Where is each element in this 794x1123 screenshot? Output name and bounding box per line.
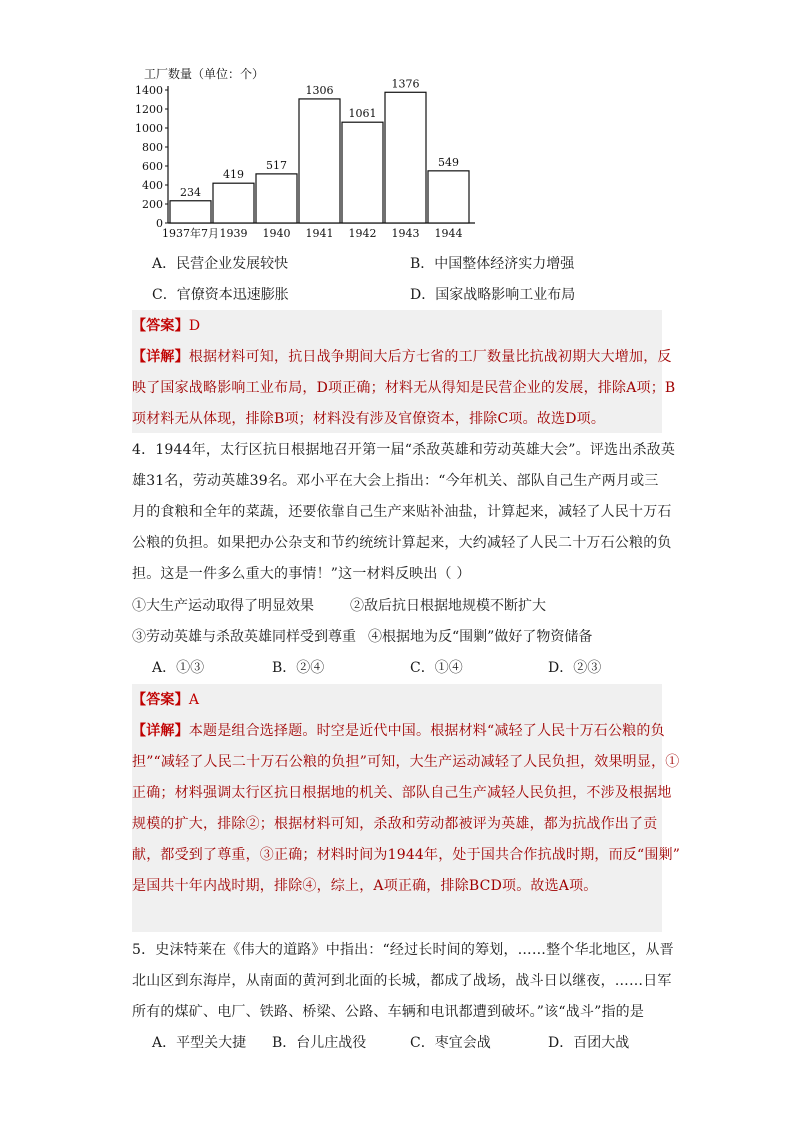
chart-data-label: 549 — [438, 155, 459, 169]
chart-x-tick-label: 1940 — [262, 227, 291, 240]
chart-data-label: 1061 — [348, 107, 377, 121]
chart-x-tick-label: 1939 — [219, 227, 248, 240]
chart-x-tick-label: 1943 — [391, 227, 420, 240]
chart-data-label: 1306 — [305, 83, 334, 97]
q4-statement-1: ①大生产运动取得了明显效果 — [132, 598, 314, 614]
answer-tag: 【答案】 — [132, 318, 189, 334]
chart-y-tick-label: 1400 — [135, 84, 163, 97]
chart-y-tick-label: 600 — [142, 160, 163, 173]
chart-bars — [162, 77, 469, 240]
q5-stem-line-2: 北山区到东海岸，从南面的黄河到北面的长城，都成了战场，战斗日以继夜，……日军 — [132, 973, 672, 989]
chart-data-label: 419 — [223, 168, 244, 182]
detail-text: 根据材料可知，抗日战争期间大后方七省的工厂数量比抗战初期大大增加，反 — [188, 349, 672, 365]
q4-statement-2: ②敌后抗日根据地规模不断扩大 — [350, 598, 546, 614]
q3-option-d[interactable]: D．国家战略影响工业布局 — [410, 287, 576, 303]
q4-stem-line-5: 担。这是一件多么重大的事情！”这一材料反映出（ ） — [132, 566, 471, 582]
detail-tag: 【详解】 — [132, 723, 189, 739]
q3-option-c[interactable]: C．官僚资本迅速膨胀 — [152, 287, 289, 303]
q4-detail-line-1 — [132, 721, 665, 741]
q4-stem-line-2: 雄31名，劳动英雄39名。邓小平在大会上指出：“今年机关、部队自己生产两月或三 — [132, 473, 659, 489]
chart-data-label: 517 — [266, 158, 287, 172]
q4-detail-line-4: 规模的扩大，排除②；根据材料可知，杀敌和劳动都被评为英雄，都为抗战作出了贡 — [132, 816, 658, 832]
chart-bar — [385, 92, 426, 223]
chart-bar — [428, 171, 469, 223]
detail-text: 本题是组合选择题。时空是近代中国。根据材料“减轻了人民十万石公粮的负 — [188, 723, 665, 739]
q3-detail-line-3: 项材料无从体现，排除B项；材料没有涉及官僚资本，排除C项。故选D项。 — [132, 411, 606, 427]
q3-option-b[interactable]: B．中国整体经济实力增强 — [410, 256, 575, 272]
answer-tag: 【答案】 — [132, 692, 189, 708]
chart-ylabel: 工厂数量（单位：个） — [144, 67, 265, 81]
q4-stem-line-3: 月的食粮和全年的菜蔬，还要依靠自己生产来贴补油盐，计算起来，减轻了人民十万石 — [132, 504, 672, 520]
chart-bar — [256, 174, 297, 223]
chart-x-tick-label: 1941 — [305, 227, 334, 240]
q4-statement-3: ③劳动英雄与杀敌英雄同样受到尊重 — [132, 629, 356, 645]
q5-option-b[interactable]: B．台儿庄战役 — [272, 1035, 367, 1051]
q3-detail-line-1 — [132, 347, 672, 367]
chart-bar — [299, 99, 340, 223]
q5-option-c[interactable]: C．枣宜会战 — [410, 1035, 491, 1051]
q4-detail-line-2: 担”“减轻了人民二十万石公粮的负担”可知，大生产运动减轻了人民负担，效果明显，① — [132, 754, 680, 770]
chart-x-tick-label: 1942 — [348, 227, 377, 240]
q4-option-d[interactable]: D．②③ — [548, 660, 602, 676]
chart-data-label: 234 — [180, 185, 201, 199]
factory-count-bar-chart — [128, 62, 488, 247]
q3-answer — [132, 316, 200, 336]
chart-x-tick-label: 1944 — [434, 227, 463, 240]
chart-bar — [342, 122, 383, 223]
chart-y-tick-label: 0 — [156, 217, 163, 230]
q5-stem-line-1: 5．史沫特莱在《伟大的道路》中指出：“经过长时间的筹划，……整个华北地区，从晋 — [132, 942, 674, 958]
chart-y-tick-label: 200 — [142, 198, 163, 211]
chart-bar — [170, 201, 211, 223]
chart-y-tick-label: 400 — [142, 179, 163, 192]
q4-detail-line-3: 正确；材料强调太行区抗日根据地的机关、部队自己生产减轻人民负担，不涉及根据地 — [132, 785, 672, 801]
answer-value: D — [188, 318, 201, 334]
q4-detail-line-5: 献，都受到了尊重，③正确；材料时间为1944年，处于国共合作抗战时期，而反“围剿” — [132, 847, 681, 863]
q5-option-a[interactable]: A．平型关大捷 — [152, 1035, 247, 1051]
chart-data-label: 1376 — [391, 77, 420, 91]
chart-y-tick-label: 1000 — [135, 122, 163, 135]
q4-stem-line-4: 公粮的负担。如果把办公杂支和节约统统计算起来，大约减轻了人民二十万石公粮的负 — [132, 535, 672, 551]
q5-option-d[interactable]: D．百团大战 — [548, 1035, 630, 1051]
detail-tag: 【详解】 — [132, 349, 189, 365]
answer-value: A — [188, 692, 200, 708]
q3-detail-line-2: 映了国家战略影响工业布局，D项正确；材料无从得知是民营企业的发展，排除A项；B — [132, 380, 676, 396]
chart-y-tick-label: 1200 — [135, 103, 163, 116]
q4-answer — [132, 690, 199, 710]
q3-option-a[interactable]: A．民营企业发展较快 — [152, 256, 289, 272]
q4-option-a[interactable]: A．①③ — [152, 660, 205, 676]
chart-y-tick-label: 800 — [142, 141, 163, 154]
q4-option-c[interactable]: C．①④ — [410, 660, 463, 676]
chart-x-tick-label: 1937年7月 — [162, 227, 219, 240]
q4-detail-line-6: 是国共十年内战时期，排除④，综上，A项正确，排除BCD项。故选A项。 — [132, 878, 598, 894]
q4-statement-4: ④根据地为反“围剿”做好了物资储备 — [368, 629, 593, 645]
q5-stem-line-3: 所有的煤矿、电厂、铁路、桥梁、公路、车辆和电讯都遭到破坏。”该“战斗”指的是 — [132, 1004, 645, 1020]
q4-option-b[interactable]: B．②④ — [272, 660, 325, 676]
q4-stem-line-1: 4．1944年，太行区抗日根据地召开第一届“杀敌英雄和劳动英雄大会”。评选出杀敌英 — [132, 442, 676, 458]
chart-bar — [213, 183, 254, 223]
